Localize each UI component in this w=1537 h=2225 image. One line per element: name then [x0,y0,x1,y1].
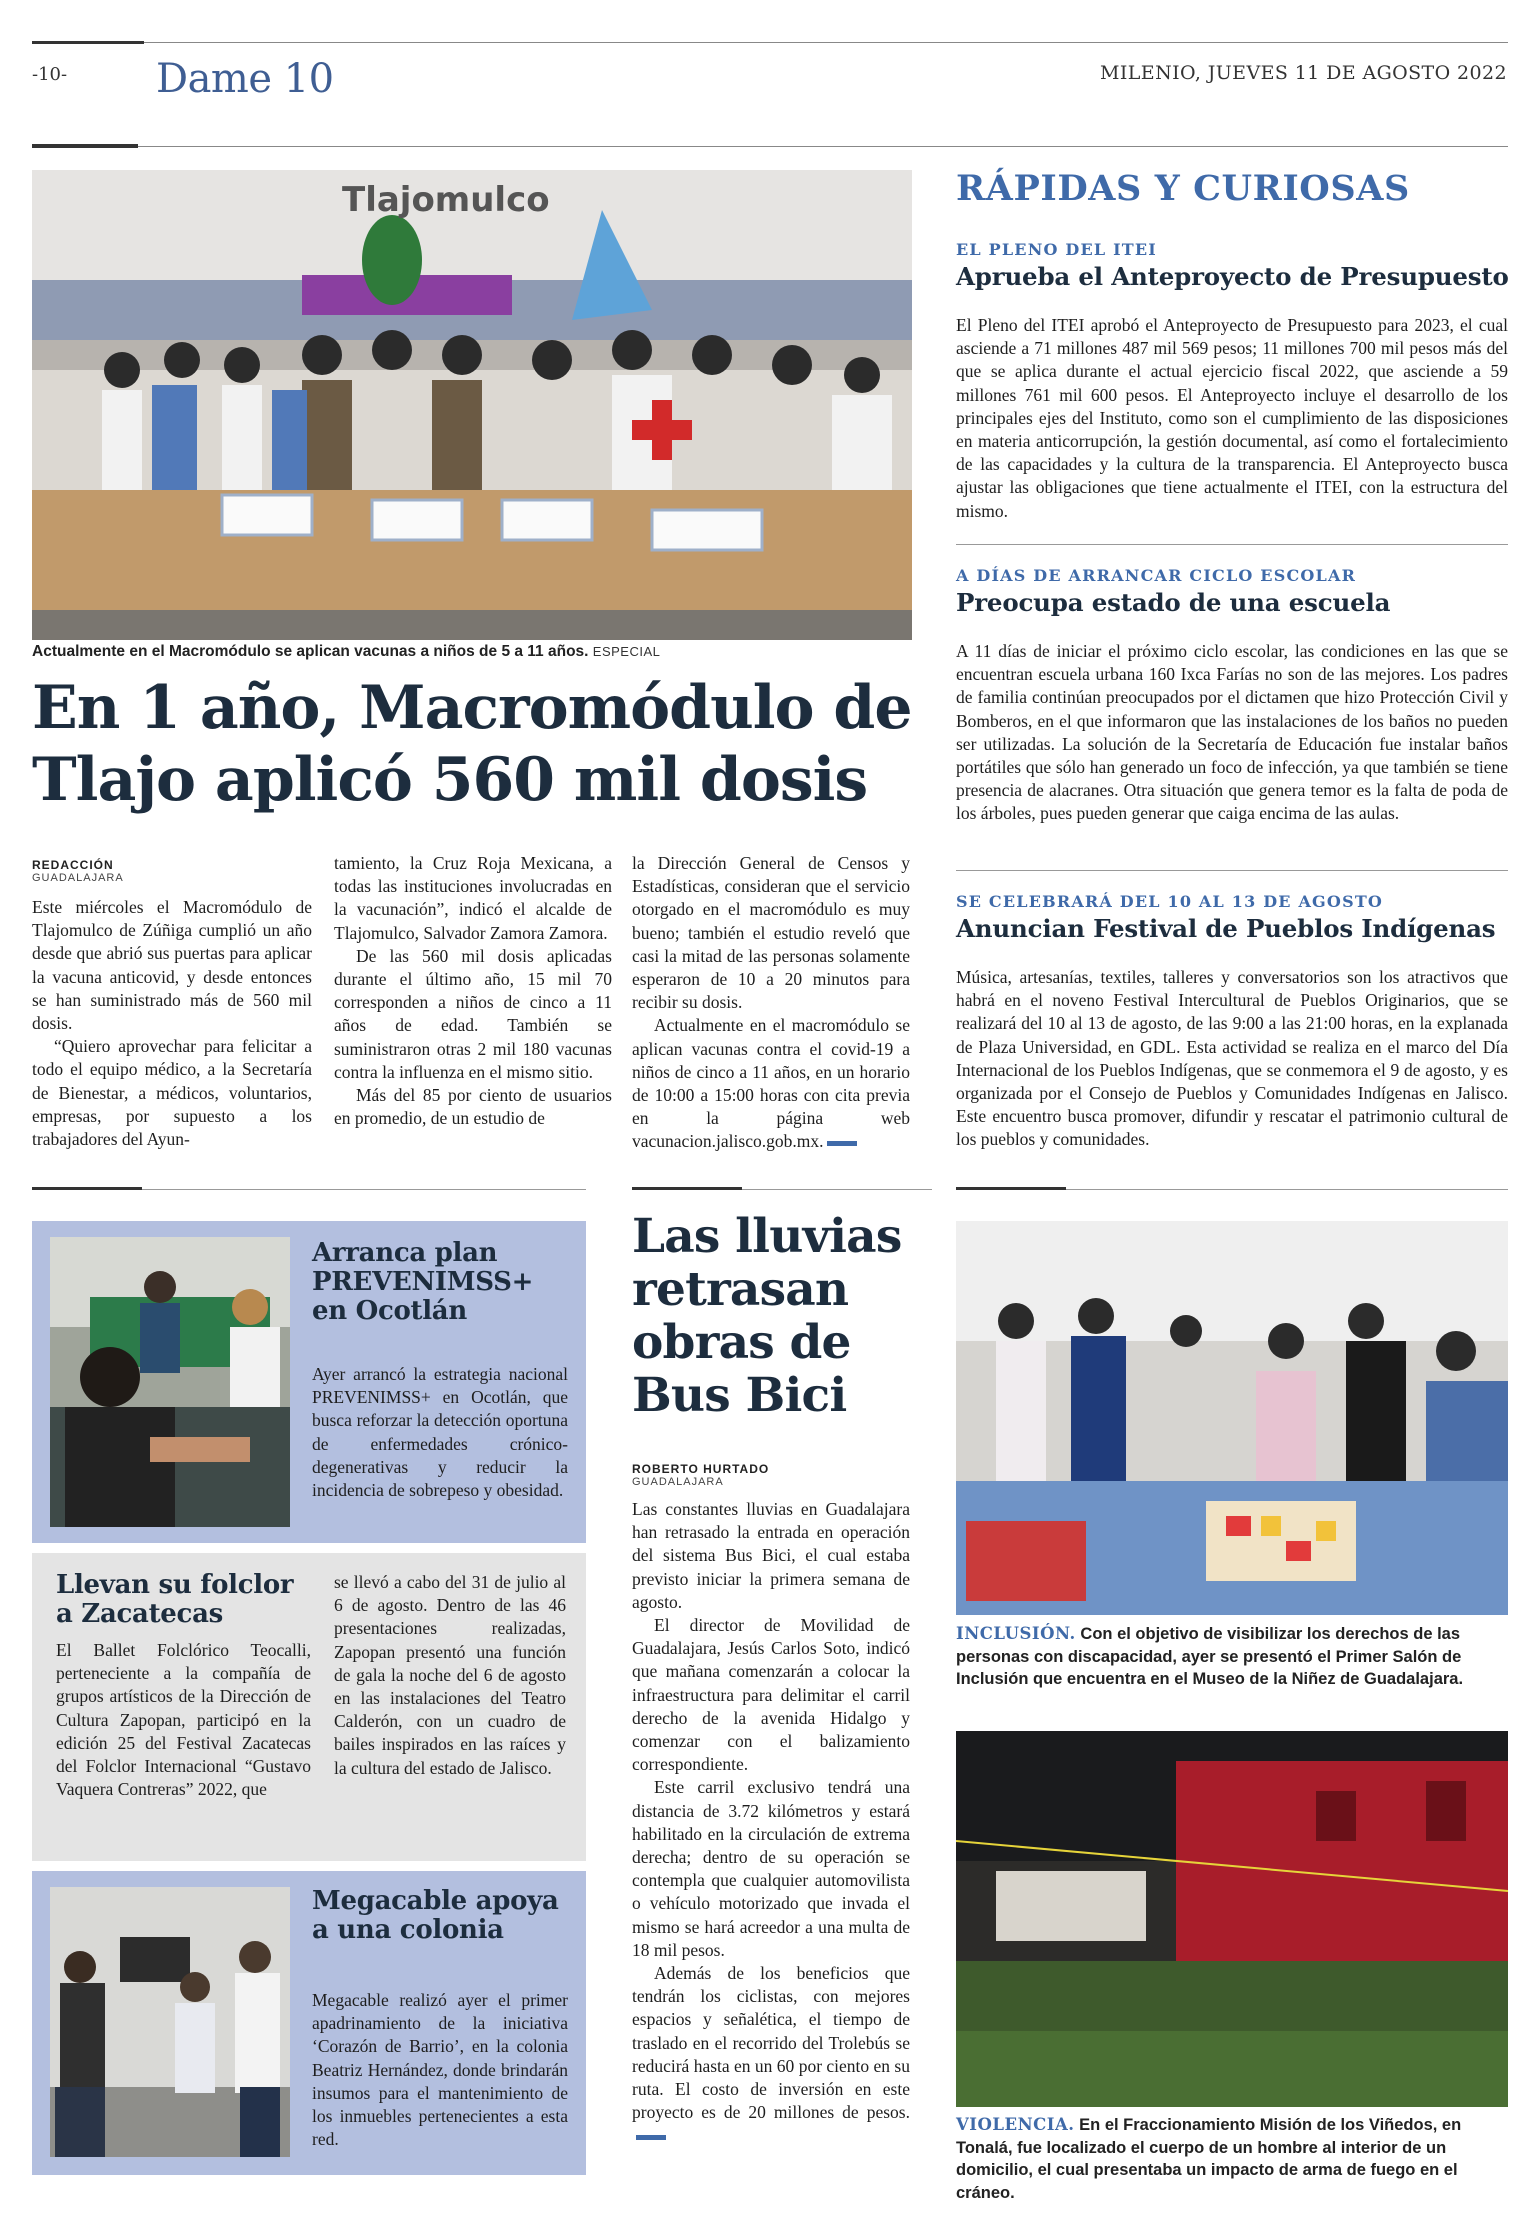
lead-headline-line1: En 1 año, Macromódulo de [32,673,912,743]
paragraph: El director de Movilidad de Guadalajara, Jesús Carlos Soto, indicó que mañana comenzarán a colocar la infraestructura para delimitar el carril derecho de la avenida Hidalgo y comenzar con el balizamiento correspondiente. [632,1615,910,1775]
inclusion-photo [956,1221,1508,1615]
prevenimss-title: Arranca plan PREVENIMSS+ en Ocotlán [312,1238,534,1326]
caption-label: VIOLENCIA. [956,2115,1075,2134]
caption-credit: ESPECIAL [592,644,661,659]
caption-text: Con el objetivo de visibilizar los derechos de las personas con discapacidad, ayer se presentó el Primer Salón de Inclusión que encuentra en el Museo de la Niñez de Guadalajara. [956,1625,1464,1688]
megacable-box [32,1871,586,2175]
paragraph: Este carril exclusivo tendrá una distancia de 3.72 kilómetros y estará habilitado en la circulación de extrema derecha; dentro de su operación se contempla que cualquier automovilista o vehículo motorizado que invada el mismo se hará acreedor a una multa de 18 mil pesos. [632,1777,910,1960]
byline: REDACCIÓN [32,858,114,872]
byline-location: GUADALAJARA [32,872,124,884]
caption-label: INCLUSIÓN. [956,1624,1076,1643]
paragraph: “Quiero aprovechar para felicitar a todo el equipo médico, a la Secretaría de Bienestar, a médicos, voluntarios, empresas, por supuesto a los trabajadores del Ayun- [32,1036,312,1150]
violencia-photo [956,1731,1508,2107]
header-bottom-rule [32,146,1508,147]
paragraph: Más del 85 por ciento de usuarios en promedio, de un estudio de [334,1085,612,1129]
brief-body: El Pleno del ITEI aprobó el Anteproyecto de Presupuesto para 2023, el cual asciende a 71 millones 487 mil 569 pesos; 11 millones 700 mil pesos más del que se aplica durante el actual ejercicio fiscal 2022, que asciende a 59 millones 761 mil 600 pesos. El Anteproyecto incluye el desarrollo de los principales ejes del Instituto, como son el cumplimiento de las disposiciones en materia anticorrupción, la gestión documental, así como el fortalecimiento de las capacidades y la cultura de la transparencia. El Anteproyecto busca ajustar las obligaciones que tiene actualmente el ITEI, con la estructura del mismo. [956,315,1508,521]
brief-headline: Aprueba el Anteproyecto de Presupuesto [956,262,1509,291]
paragraph: Además de los beneficios que tendrán los ciclistas, con mejores espacios y señalética, el tiempo de traslado en el recorrido del Trolebús se reducirá hasta en un 60 por ciento en su ruta. El costo de inversión en este proyecto es de 20 millones de pesos. [632,1963,910,2123]
brief-body: A 11 días de iniciar el próximo ciclo escolar, las condiciones en las que se encuentran escuela urbana 160 Ixca Farías no son de las mejores. Los padres de familia continúan preocupados por el dictamen que hizo Protección Civil y Bomberos, en el que informaron que las instalaciones de los baños no pueden ser utilizadas. La solución de la Secretaría de Educación fue instalar baños portátiles que sólo han generado un foco de infección, ya que también se tiene presencia de alacranes. Otra situación que genera temor es la falta de poda de los árboles, pues pueden generar que caiga encima de las aulas. [956,641,1508,824]
page-number: -10- [32,64,68,85]
paragraph: Este miércoles el Macromódulo de Tlajomulco de Zúñiga cumplió un año desde que abrió sus puertas para aplicar la vacuna anticovid, y desde entonces se han suministrado más de 560 mil dosis. [32,897,312,1034]
prevenimss-body: Ayer arrancó la estrategia nacional PREVENIMSS+ en Ocotlán, que busca reforzar la detección oportuna de enfermedades crónico-degenerativas y reducir la incidencia de sobrepeso y obesidad. [312,1364,568,1501]
byline-location: GUADALAJARA [632,1476,724,1488]
lead-photo-caption [32,643,912,661]
folclor-body-right: se llevó a cabo del 31 de julio al 6 de agosto. Dentro de las 46 presentaciones realizadas, Zapopan presentó una función de gala la noche del 6 de agosto en las instalaciones del Teatro Calderón, con un cuadro de bailes inspirados en las raíces y la cultura del estado de Jalisco. [334,1572,566,1778]
folclor-body-left: El Ballet Folclórico Teocalli, perteneciente a la compañía de grupos artísticos de la Dirección de Cultura Zapopan, participó en la edición 25 del Festival Zacatecas del Folclor Internacional “Gustavo Vaquera Contreras” 2022, que [56,1640,311,1800]
inclusion-caption [956,1623,1508,1691]
header-bottom-rule-accent [32,144,138,148]
folclor-box [32,1553,586,1861]
lead-column-2 [334,852,612,1130]
photo-sign: Tlajomulco [342,180,550,220]
brief-kicker: A DÍAS DE ARRANCAR CICLO ESCOLAR [956,566,1357,585]
brief-kicker: SE CELEBRARÁ DEL 10 AL 13 DE AGOSTO [956,892,1384,911]
section-rule-accent [32,1187,142,1190]
paragraph: De las 560 mil dosis aplicadas durante el último año, 15 mil 70 corresponden a niños de cinco a 11 años de edad. También se suministraron otras 2 mil 180 vacunas contra la influenza en el mismo sitio. [334,945,612,1082]
megacable-photo [50,1887,290,2157]
end-mark [827,1141,857,1146]
folclor-title: Llevan su folclor a Zacatecas [56,1570,294,1629]
megacable-title: Megacable apoya a una colonia [312,1886,559,1945]
megacable-body: Megacable realizó ayer el primer apadrinamiento de la iniciativa ‘Corazón de Barrio’, en la colonia Beatriz Hernández, donde brindarán insumos para el mantenimiento de los inmuebles pertenecientes a esta red. [312,1990,568,2150]
violencia-caption [956,2114,1508,2204]
byline: ROBERTO HURTADO [632,1462,770,1476]
end-mark [636,2135,666,2140]
paragraph: la Dirección General de Censos y Estadísticas, consideran que el servicio otorgado en el macromódulo es muy bueno; también el estudio reveló que casi la mitad de las personas solamente esperaron de 10 a 20 minutos para recibir su dosis. [632,853,910,1013]
header-rule [32,42,1508,43]
caption-text: En el Fraccionamiento Misión de los Viñedos, en Tonalá, fue localizado el cuerpo de un hombre al interior de un domicilio, el cual presentaba un impacto de arma de fuego en el cráneo. [956,2116,1462,2202]
paragraph: Las constantes lluvias en Guadalajara han retrasado la entrada en operación del sistema Bus Bici, el cual estaba previsto iniciar la primera semana de agosto. [632,1499,910,1612]
section-rule-accent [632,1187,742,1190]
lead-headline [32,672,912,816]
brief-headline: Anuncian Festival de Pueblos Indígenas [956,914,1496,943]
rapidas-title: RÁPIDAS Y CURIOSAS [956,168,1410,209]
lead-column-3 [632,852,910,1154]
section-rule-accent [956,1187,1066,1190]
masthead-date: MILENIO, JUEVES 11 DE AGOSTO 2022 [1100,62,1507,84]
lead-column-1 [32,858,312,1151]
section-title: Dame 10 [156,56,334,102]
prevenimss-photo [50,1237,290,1527]
brief-divider [956,870,1508,871]
brief-body: Música, artesanías, textiles, talleres y conversatorios son los atractivos que habrá en el noveno Festival Intercultural de Pueblos Originarios, que se realizará del 10 al 13 de agosto, de las 9:00 a las 21:00 horas, en la explanada de Plaza Universidad, en GDL. Esta actividad se realiza en el marco del Día Internacional de los Pueblos Indígenas, que se conmemora el 9 de agosto, y es organizada por el Consejo de Pueblos y Comunidades Indígenas en Jalisco. Este encuentro busca promover, difundir y rescatar el patrimonio cultural de los pueblos y comunidades. [956,967,1508,1150]
paragraph: Actualmente en el macromódulo se aplican vacunas contra el covid-19 a niños de cinco a 11 años, en un horario de 10:00 a 15:00 horas con cita previa en la página web vacunacion.jalisco.gob.mx. [632,1015,910,1152]
paragraph: tamiento, la Cruz Roja Mexicana, a todas las instituciones involucradas en la vacunación”, indicó el alcalde de Tlajomulco, Salvador Zamora Zamora. [334,853,612,943]
header-rule-accent [32,41,144,44]
bus-bici-article [632,1462,910,2148]
brief-kicker: EL PLENO DEL ITEI [956,240,1157,259]
lead-headline-line2: Tlajo aplicó 560 mil dosis [32,745,868,815]
lead-photo [32,170,912,640]
brief-divider [956,544,1508,545]
bus-bici-headline: Las lluvias retrasan obras de Bus Bici [632,1209,902,1423]
brief-headline: Preocupa estado de una escuela [956,588,1391,617]
prevenimss-box [32,1221,586,1543]
caption-text: Actualmente en el Macromódulo se aplican vacunas a niños de 5 a 11 años. [32,643,589,660]
